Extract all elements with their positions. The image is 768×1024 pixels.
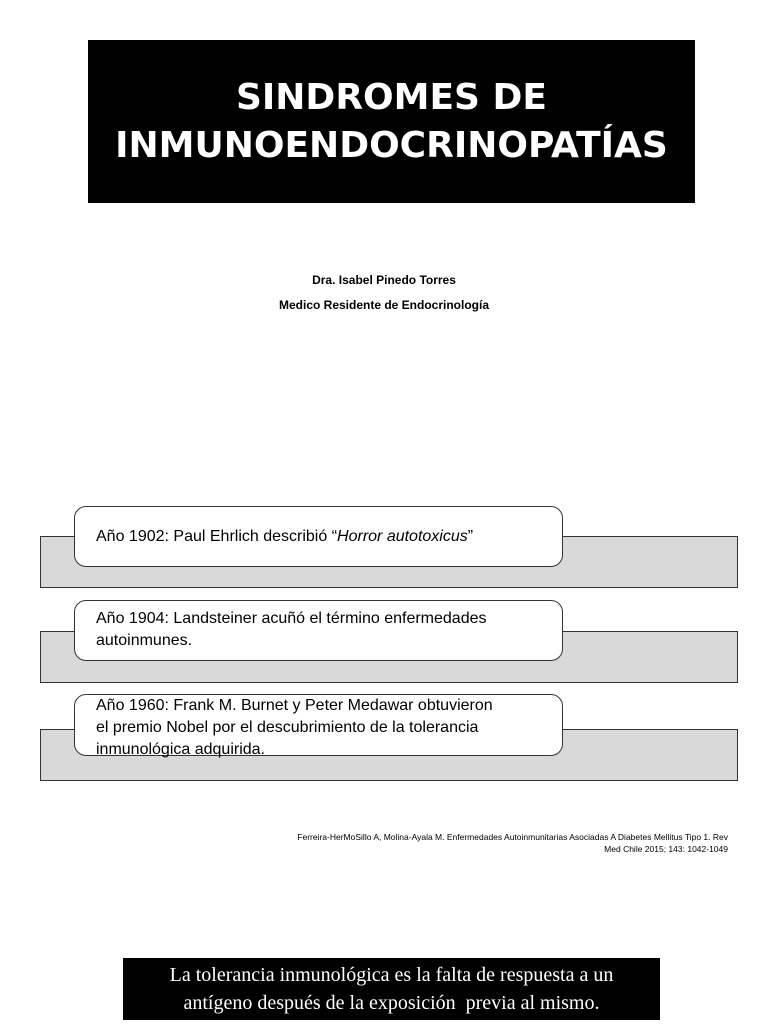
definition-box <box>123 958 660 1020</box>
timeline-1-prefix: Año 1902: Paul Ehrlich describió “ <box>96 527 338 545</box>
timeline-3-line-2: el premio Nobel por el descubrimiento de la tolerancia <box>96 719 479 736</box>
title-line-2: INMUNOENDOCRINOPATÍAS <box>115 124 668 166</box>
timeline-card-1 <box>74 506 563 567</box>
timeline-card-2 <box>74 600 563 661</box>
timeline-3-line-1: Año 1960: Frank M. Burnet y Peter Medawar obtuvieron <box>96 697 493 714</box>
author-role: Medico Residente de Endocrinología <box>278 298 490 312</box>
reference-citation <box>180 831 728 855</box>
timeline-card-3 <box>74 694 563 756</box>
reference-line-1: Ferreira-HerMoSillo A, Molina-Ayala M. Enfermedades Autoinmunitarias Asociadas A Diabetes Mellitus Tipo 1. Rev <box>297 832 728 842</box>
timeline-1-emphasis: Horror autotoxicus <box>337 527 468 545</box>
timeline-2-line-2: autoinmunes. <box>96 632 193 649</box>
author-name: Dra. Isabel Pinedo Torres <box>312 273 456 287</box>
timeline-3-line-3: inmunológica adquirida. <box>96 741 265 758</box>
title-line-1: SINDROMES DE <box>235 76 547 118</box>
definition-line-1: La tolerancia inmunológica es la falta de respuesta a un <box>169 964 614 986</box>
definition-line-2: antígeno después de la exposición previa al mismo. <box>183 992 600 1014</box>
timeline-2-line-1: Año 1904: Landsteiner acuñó el término enfermedades <box>96 610 487 627</box>
reference-line-2: Med Chile 2015; 143: 1042-1049 <box>604 844 728 854</box>
title-banner <box>88 40 695 203</box>
timeline-1-suffix: ” <box>467 527 474 545</box>
